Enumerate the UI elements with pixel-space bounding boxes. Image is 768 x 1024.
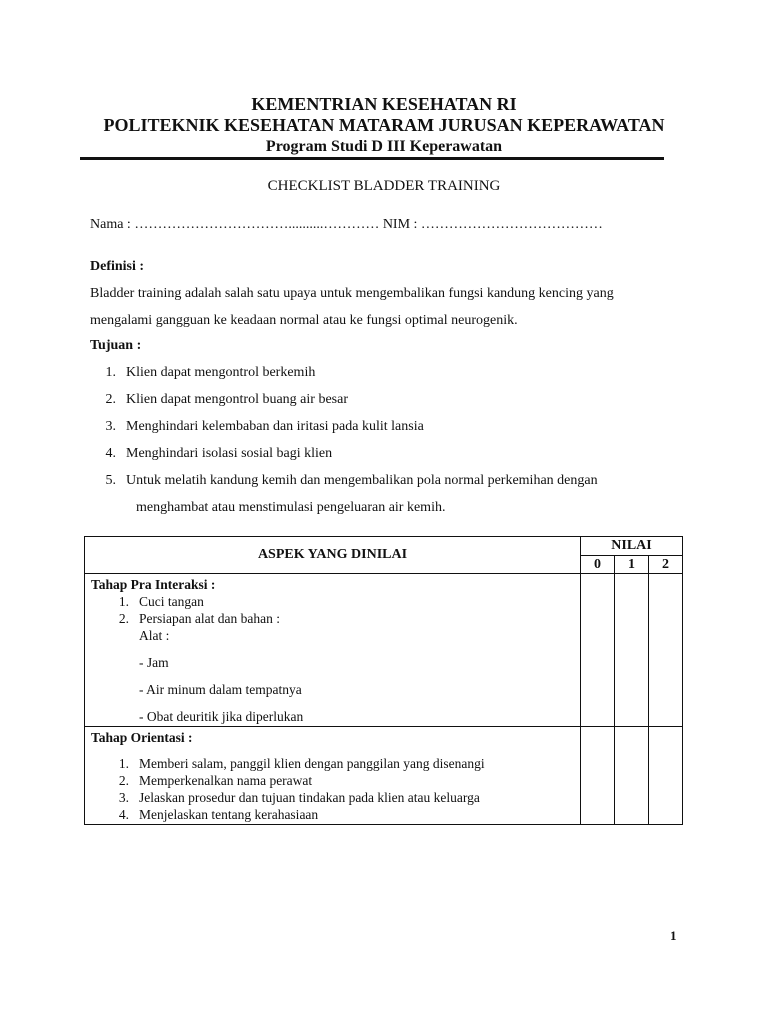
tujuan-item-number: 3. [105, 419, 116, 434]
table-row [85, 727, 683, 825]
definisi-text-1: Bladder training adalah salah satu upaya untuk mengembalikan fungsi kandung kencing yang [90, 286, 614, 301]
identity-fields: Nama : ……………………………..........………… NIM : ………………………………… [90, 217, 603, 232]
list-item-text: Cuci tangan [139, 594, 204, 609]
tujuan-item-continuation: menghambat atau menstimulasi pengeluaran air kemih. [136, 500, 446, 515]
definisi-heading: Definisi : [90, 259, 145, 274]
alat-item: - Jam [139, 655, 169, 670]
tujuan-item-text: Menghindari kelembaban dan iritasi pada kulit lansia [126, 419, 424, 434]
document-title: CHECKLIST BLADDER TRAINING [267, 178, 501, 194]
nilai-header: NILAI [581, 537, 683, 556]
tujuan-item [90, 391, 348, 409]
list-item-number: 1. [118, 756, 129, 771]
score-cell-1[interactable] [615, 574, 649, 727]
list-item-text: Menjelaskan tentang kerahasiaan [139, 807, 319, 822]
orientasi-cell [85, 727, 581, 825]
checklist-table [84, 536, 683, 825]
table-row [85, 574, 683, 727]
list-item [91, 772, 574, 789]
list-item [91, 806, 574, 823]
tujuan-item-number: 4. [105, 446, 116, 461]
score-cell-2[interactable] [649, 727, 683, 825]
tujuan-item-text: Untuk melatih kandung kemih dan mengembalikan pola normal perkemihan dengan [126, 473, 598, 488]
list-item-text: Jelaskan prosedur dan tujuan tindakan pada klien atau keluarga [139, 790, 480, 805]
tujuan-item [90, 472, 598, 490]
tujuan-heading: Tujuan : [90, 338, 142, 353]
list-item-number: 2. [118, 773, 129, 788]
pra-interaksi-heading: Tahap Pra Interaksi : [91, 577, 216, 592]
score-header-1: 1 [615, 556, 649, 574]
tujuan-item-number: 5. [105, 473, 116, 488]
tujuan-item [90, 445, 332, 463]
tujuan-item-text: Klien dapat mengontrol berkemih [126, 365, 316, 380]
list-item [91, 755, 574, 772]
tujuan-item-number: 2. [105, 392, 116, 407]
list-item-text: Memperkenalkan nama perawat [139, 773, 313, 788]
score-header-2: 2 [649, 556, 683, 574]
list-item-number: 3. [118, 790, 129, 805]
tujuan-item [90, 418, 424, 436]
score-cell-0[interactable] [581, 727, 615, 825]
list-item-text: Persiapan alat dan bahan : [139, 611, 280, 626]
header-institution: POLITEKNIK KESEHATAN MATARAM JURUSAN KEPERAWATAN [103, 115, 665, 135]
header-program: Program Studi D III Keperawatan [265, 138, 503, 155]
score-cell-0[interactable] [581, 574, 615, 727]
list-item-number: 4. [118, 807, 129, 822]
header-divider [80, 157, 664, 160]
score-cell-2[interactable] [649, 574, 683, 727]
tujuan-item-text: Menghindari isolasi sosial bagi klien [126, 446, 333, 461]
list-item-number: 2. [118, 611, 129, 626]
definisi-text-2: mengalami gangguan ke keadaan normal atau ke fungsi optimal neurogenik. [90, 313, 518, 328]
tujuan-item-text: Klien dapat mengontrol buang air besar [126, 392, 348, 407]
list-item [91, 610, 574, 627]
orientasi-heading: Tahap Orientasi : [91, 730, 193, 745]
score-header-0: 0 [581, 556, 615, 574]
alat-label: Alat : [139, 628, 170, 643]
score-cell-1[interactable] [615, 727, 649, 825]
list-item-number: 1. [118, 594, 129, 609]
tujuan-item [90, 364, 315, 382]
page-number: 1 [670, 928, 677, 943]
tujuan-item-number: 1. [105, 365, 116, 380]
pra-interaksi-cell [85, 574, 581, 727]
list-item [91, 593, 574, 610]
list-item [91, 789, 574, 806]
alat-item: - Obat deuritik jika diperlukan [139, 709, 304, 724]
list-item-text: Memberi salam, panggil klien dengan panggilan yang disenangi [139, 756, 485, 771]
alat-item: - Air minum dalam tempatnya [139, 682, 302, 697]
aspek-header: ASPEK YANG DINILAI [85, 537, 581, 574]
header-ministry: KEMENTRIAN KESEHATAN RI [251, 94, 517, 114]
